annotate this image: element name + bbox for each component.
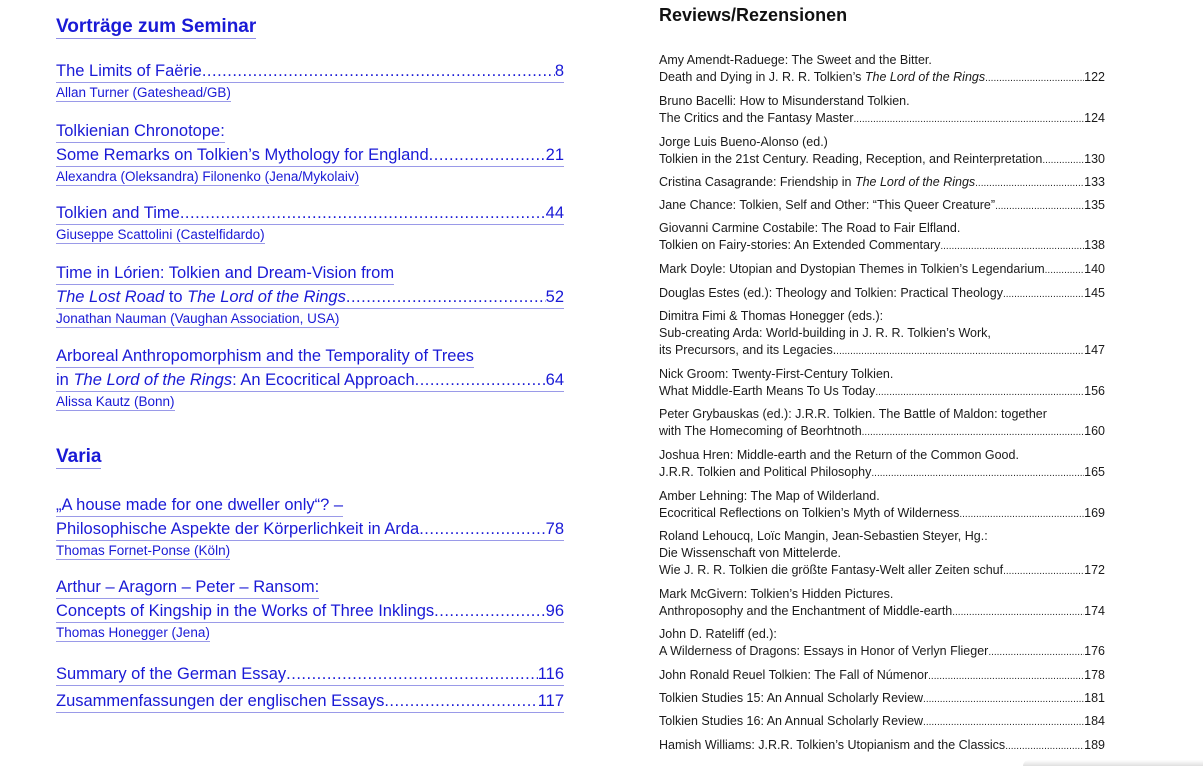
leader-dots bbox=[959, 506, 1084, 523]
review-entry bbox=[659, 737, 1105, 755]
review-text: J.R.R. Tolkien and Political Philosophy bbox=[659, 465, 872, 479]
toc-title-link[interactable] bbox=[56, 690, 564, 713]
toc-title-text: Zusammenfassungen der englischen Essays bbox=[56, 692, 385, 710]
review-entry bbox=[659, 134, 1105, 169]
toc-title-link[interactable]: „A house made for one dweller only“? – bbox=[56, 494, 343, 517]
review-entry bbox=[659, 220, 1105, 255]
review-text: Tolkien Studies 16: An Annual Scholarly Review bbox=[659, 714, 924, 728]
leader-dots bbox=[862, 424, 1084, 441]
page-number: 147 bbox=[1084, 343, 1105, 357]
review-line bbox=[659, 603, 1105, 621]
toc-title-text: Tolkien and Time bbox=[56, 204, 180, 222]
review-text: Tolkien on Fairy-stories: An Extended Commentary bbox=[659, 238, 941, 252]
page-number: 176 bbox=[1084, 644, 1105, 658]
review-text: Tolkien in the 21st Century. Reading, Reception, and Reinterpretation bbox=[659, 152, 1043, 166]
toc-entry[interactable] bbox=[56, 690, 564, 714]
toc-title-link[interactable]: Tolkienian Chronotope: bbox=[56, 120, 225, 143]
review-line bbox=[659, 69, 1105, 87]
review-text: Nick Groom: Twenty-First-Century Tolkien. bbox=[659, 367, 894, 381]
leader-dots bbox=[286, 663, 538, 685]
author-link[interactable]: Alissa Kautz (Bonn) bbox=[56, 394, 175, 409]
page-curl-shadow bbox=[1023, 760, 1203, 766]
review-entry bbox=[659, 586, 1105, 621]
page-number: 174 bbox=[1084, 604, 1105, 618]
review-text: Dimitra Fimi & Thomas Honegger (eds.): bbox=[659, 309, 884, 323]
review-line bbox=[659, 110, 1105, 128]
leader-dots bbox=[923, 714, 1084, 731]
author-link[interactable]: Alexandra (Oleksandra) Filonenko (Jena/Mykolaiv) bbox=[56, 169, 360, 184]
page-number: 44 bbox=[545, 204, 564, 222]
review-line bbox=[659, 406, 1105, 423]
review-line bbox=[659, 626, 1105, 643]
page-number: 189 bbox=[1084, 738, 1105, 752]
review-line bbox=[659, 174, 1105, 192]
leader-dots bbox=[975, 175, 1084, 192]
review-text: John D. Rateliff (ed.): bbox=[659, 627, 777, 641]
toc-entry[interactable] bbox=[56, 345, 564, 411]
review-line bbox=[659, 505, 1105, 523]
review-line bbox=[659, 586, 1105, 603]
leader-dots bbox=[985, 70, 1084, 87]
review-line bbox=[659, 285, 1105, 303]
review-text: Cristina Casagrande: Friendship in The Lord of the Rings bbox=[659, 175, 976, 189]
toc-title-link[interactable] bbox=[56, 60, 564, 83]
review-line bbox=[659, 366, 1105, 383]
toc-entry[interactable] bbox=[56, 120, 564, 186]
page-number: 145 bbox=[1084, 286, 1105, 300]
leader-dots bbox=[988, 644, 1084, 661]
review-text: with The Homecoming of Beorhtnoth bbox=[659, 424, 862, 438]
review-line bbox=[659, 737, 1105, 755]
review-line bbox=[659, 423, 1105, 441]
leader-dots bbox=[1042, 152, 1084, 169]
leader-dots bbox=[875, 384, 1084, 401]
review-entry bbox=[659, 285, 1105, 303]
review-line bbox=[659, 93, 1105, 110]
toc-title-text: in The Lord of the Rings: An Ecocritical Approach bbox=[56, 371, 415, 389]
toc-title-link[interactable]: Arboreal Anthropomorphism and the Temporality of Trees bbox=[56, 345, 474, 368]
leader-dots bbox=[419, 518, 545, 540]
review-text: Mark McGivern: Tolkien’s Hidden Pictures. bbox=[659, 587, 894, 601]
leader-dots bbox=[180, 202, 546, 224]
page-number: 96 bbox=[545, 602, 564, 620]
page-number: 52 bbox=[545, 288, 564, 306]
page-number: 117 bbox=[537, 692, 564, 710]
leader-dots bbox=[940, 238, 1084, 255]
toc-title-link[interactable]: Arthur – Aragorn – Peter – Ransom: bbox=[56, 576, 319, 599]
page-number: 172 bbox=[1084, 563, 1105, 577]
toc-entry[interactable] bbox=[56, 202, 564, 244]
review-entry bbox=[659, 488, 1105, 523]
review-text: Jane Chance: Tolkien, Self and Other: “This Queer Creature” bbox=[659, 198, 996, 212]
review-line bbox=[659, 562, 1105, 580]
review-line bbox=[659, 643, 1105, 661]
leader-dots bbox=[346, 286, 546, 308]
leader-dots bbox=[1003, 563, 1084, 580]
leader-dots bbox=[923, 691, 1084, 708]
page-number: 8 bbox=[554, 62, 564, 80]
page-number: 178 bbox=[1084, 668, 1105, 682]
toc-entry[interactable] bbox=[56, 576, 564, 642]
review-text: Ecocritical Reflections on Tolkien’s Myth of Wilderness bbox=[659, 506, 960, 520]
toc-title-link[interactable] bbox=[56, 663, 564, 686]
author-link[interactable]: Jonathan Nauman (Vaughan Association, USA) bbox=[56, 311, 340, 326]
leader-dots bbox=[836, 343, 1084, 360]
review-text: What Middle-Earth Means To Us Today bbox=[659, 384, 876, 398]
review-line bbox=[659, 220, 1105, 237]
review-entry bbox=[659, 308, 1105, 360]
author-link[interactable]: Thomas Fornet-Ponse (Köln) bbox=[56, 543, 231, 558]
page-number: 140 bbox=[1084, 262, 1105, 276]
author-link[interactable]: Allan Turner (Gateshead/GB) bbox=[56, 85, 231, 100]
review-text: Tolkien Studies 15: An Annual Scholarly Review bbox=[659, 691, 924, 705]
review-text: Peter Grybauskas (ed.): J.R.R. Tolkien. The Battle of Maldon: together bbox=[659, 407, 1047, 421]
review-line bbox=[659, 325, 1105, 342]
review-line bbox=[659, 237, 1105, 255]
page-number: 160 bbox=[1084, 424, 1105, 438]
review-text: A Wilderness of Dragons: Essays in Honor of Verlyn Flieger bbox=[659, 644, 989, 658]
reviews-heading: Reviews/Rezensionen bbox=[659, 5, 848, 25]
toc-title-link[interactable] bbox=[56, 518, 564, 541]
review-line bbox=[659, 134, 1105, 151]
review-line bbox=[659, 447, 1105, 464]
leader-dots bbox=[1003, 286, 1084, 303]
toc-title-link[interactable] bbox=[56, 202, 564, 225]
review-text: Hamish Williams: J.R.R. Tolkien’s Utopianism and the Classics bbox=[659, 738, 1006, 752]
review-line bbox=[659, 690, 1105, 708]
toc-title-text: Some Remarks on Tolkien’s Mythology for England bbox=[56, 146, 429, 164]
review-text: its Precursors, and its Legacies. bbox=[659, 343, 837, 357]
leader-dots bbox=[1005, 738, 1084, 755]
review-text: Roland Lehoucq, Loïc Mangin, Jean-Sebastien Steyer, Hg.: bbox=[659, 529, 988, 543]
toc-title-link[interactable] bbox=[56, 144, 564, 167]
page-number: 21 bbox=[545, 146, 564, 164]
review-entry bbox=[659, 626, 1105, 661]
review-entry bbox=[659, 406, 1105, 441]
page-number: 133 bbox=[1084, 175, 1105, 189]
review-entry bbox=[659, 447, 1105, 482]
section-title-varia[interactable]: Varia bbox=[56, 446, 102, 467]
review-entry bbox=[659, 366, 1105, 401]
review-text: Giovanni Carmine Costabile: The Road to Fair Elfland. bbox=[659, 221, 961, 235]
review-line bbox=[659, 528, 1105, 545]
leader-dots bbox=[1045, 262, 1085, 279]
review-text: Amber Lehning: The Map of Wilderland. bbox=[659, 489, 880, 503]
leader-dots bbox=[995, 198, 1084, 215]
review-text: Sub-creating Arda: World-building in J. R. R. Tolkien’s Work, bbox=[659, 326, 991, 340]
toc-title-link[interactable] bbox=[56, 286, 564, 309]
review-entry bbox=[659, 690, 1105, 708]
page-number: 116 bbox=[537, 665, 564, 683]
review-line bbox=[659, 545, 1105, 562]
review-line bbox=[659, 197, 1105, 215]
review-line bbox=[659, 488, 1105, 505]
review-text: Jorge Luis Bueno-Alonso (ed.) bbox=[659, 135, 828, 149]
page-number: 64 bbox=[545, 371, 564, 389]
toc-entry[interactable] bbox=[56, 494, 564, 560]
page-number: 184 bbox=[1084, 714, 1105, 728]
review-text: Mark Doyle: Utopian and Dystopian Themes in Tolkien’s Legendarium bbox=[659, 262, 1045, 276]
leader-dots bbox=[952, 604, 1084, 621]
toc-title-link[interactable] bbox=[56, 369, 564, 392]
review-entry bbox=[659, 197, 1105, 215]
leader-dots bbox=[202, 60, 555, 82]
review-entry bbox=[659, 713, 1105, 731]
review-text: John Ronald Reuel Tolkien: The Fall of Númenor bbox=[659, 668, 929, 682]
leader-dots bbox=[434, 600, 545, 622]
leader-dots bbox=[928, 668, 1084, 685]
page-number: 124 bbox=[1084, 111, 1105, 125]
review-text: Wie J. R. R. Tolkien die größte Fantasy-Welt aller Zeiten schuf bbox=[659, 563, 1004, 577]
page-number: 135 bbox=[1084, 198, 1105, 212]
leader-dots bbox=[871, 465, 1084, 482]
review-text: Douglas Estes (ed.): Theology and Tolkien: Practical Theology bbox=[659, 286, 1003, 300]
review-text: Joshua Hren: Middle-earth and the Return of the Common Good. bbox=[659, 448, 1019, 462]
review-line bbox=[659, 261, 1105, 279]
review-line bbox=[659, 383, 1105, 401]
page-number: 130 bbox=[1084, 152, 1105, 166]
review-text: Death and Dying in J. R. R. Tolkien’s The Lord of the Rings bbox=[659, 70, 986, 84]
review-text: Bruno Bacelli: How to Misunderstand Tolkien. bbox=[659, 94, 910, 108]
review-text: The Critics and the Fantasy Master bbox=[659, 111, 854, 125]
review-line bbox=[659, 667, 1105, 685]
toc-title-text: The Lost Road to The Lord of the Rings bbox=[56, 288, 346, 306]
toc-title-link[interactable] bbox=[56, 600, 564, 623]
leader-dots bbox=[384, 690, 537, 712]
review-line bbox=[659, 713, 1105, 731]
review-line bbox=[659, 151, 1105, 169]
page-number: 169 bbox=[1084, 506, 1105, 520]
review-entry bbox=[659, 528, 1105, 580]
review-line bbox=[659, 308, 1105, 325]
page-number: 122 bbox=[1084, 70, 1105, 84]
review-entry bbox=[659, 261, 1105, 279]
leader-dots bbox=[854, 111, 1085, 128]
toc-title-text: Concepts of Kingship in the Works of Three Inklings bbox=[56, 602, 435, 620]
toc-title-text: Philosophische Aspekte der Körperlichkeit in Arda bbox=[56, 520, 420, 538]
page-number: 78 bbox=[545, 520, 564, 538]
page-number: 181 bbox=[1084, 691, 1105, 705]
page-number: 156 bbox=[1084, 384, 1105, 398]
author-link[interactable]: Thomas Honegger (Jena) bbox=[56, 625, 210, 640]
leader-dots bbox=[429, 144, 546, 166]
review-line bbox=[659, 52, 1105, 69]
toc-entry[interactable] bbox=[56, 60, 564, 102]
review-entry bbox=[659, 52, 1105, 87]
review-text: Amy Amendt-Raduege: The Sweet and the Bitter. bbox=[659, 53, 932, 67]
toc-entry[interactable] bbox=[56, 663, 564, 687]
page-number: 165 bbox=[1084, 465, 1105, 479]
toc-title-link[interactable]: Time in Lórien: Tolkien and Dream-Vision from bbox=[56, 262, 394, 285]
toc-entry[interactable] bbox=[56, 262, 564, 328]
toc-title-text: The Limits of Faërie bbox=[56, 62, 202, 80]
author-link[interactable]: Giuseppe Scattolini (Castelfidardo) bbox=[56, 227, 265, 242]
review-text: Die Wissenschaft von Mittelerde. bbox=[659, 546, 842, 560]
review-entry bbox=[659, 174, 1105, 192]
review-text: Anthroposophy and the Enchantment of Middle-earth bbox=[659, 604, 953, 618]
section-title-vortraege[interactable]: Vorträge zum Seminar bbox=[56, 16, 257, 37]
page-number: 138 bbox=[1084, 238, 1105, 252]
leader-dots bbox=[415, 369, 546, 391]
toc-title-text: Summary of the German Essay bbox=[56, 665, 287, 683]
review-entry bbox=[659, 667, 1105, 685]
review-entry bbox=[659, 93, 1105, 128]
review-line bbox=[659, 342, 1105, 360]
review-line bbox=[659, 464, 1105, 482]
